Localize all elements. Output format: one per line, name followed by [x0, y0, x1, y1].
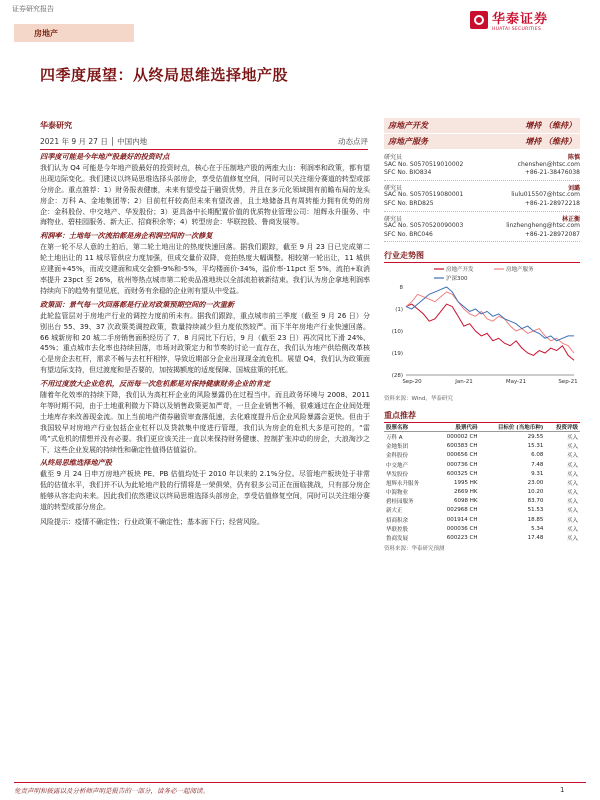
analyst-email[interactable]: liulu015507@htsc.com [511, 191, 580, 199]
section-heading: 四季度可能是今年地产股最好的投资时点 [40, 152, 170, 161]
risk-warning: 风险提示：疫情不确定性；行业政策不确定性；基本面下行；经营风险。 [40, 518, 264, 526]
section [40, 231, 370, 296]
stock-code: 000036 CH [446, 525, 478, 532]
stock-name: 招商积余 [386, 517, 409, 524]
stock-name: 华发股份 [386, 471, 409, 478]
logo-english-name: HUATAI SECURITIES [492, 27, 542, 32]
target-price: 7.48 [531, 461, 544, 468]
table-row [384, 451, 580, 460]
target-price: 5.34 [531, 525, 544, 532]
company-logo [470, 8, 548, 32]
stock-code: 001914 CH [446, 516, 478, 523]
section-heading: 利润率：土地每一次流拍都是房企利润空间的一次修复 [40, 231, 213, 241]
page-number: 1 [560, 786, 565, 794]
investment-rating: 买入 [566, 499, 578, 506]
analyst-name: 刘璐 [567, 184, 580, 192]
stock-name: 华联控股 [386, 526, 409, 533]
chart-source: 资料来源：Wind，华泰研究 [384, 396, 453, 403]
analyst-role: 研究员 [384, 215, 403, 223]
analyst-card [384, 183, 580, 212]
investment-rating: 买入 [566, 434, 578, 441]
stock-code: 6098 HK [454, 498, 478, 505]
stock-code: 000656 CH [446, 452, 478, 459]
section-heading: 不用过度放大企业危机，反而每一次危机都是对保持健康财务企业的肯定 [40, 379, 271, 389]
report-title: 四季度展望：从终局思维选择地产股 [40, 66, 289, 84]
series-line [406, 304, 574, 360]
rating-sector: 房地产服务 [388, 137, 428, 146]
section-text: 截至 9 月 24 日申万房地产板块 PE、PB 估值均处于 2010 年以来的 2.1%分位。尽管地产板块处于非常低的估值水平，我们并不认为此轮地产股的行情将是一荣俱荣，仍有很多公司正在面临挑战，只有部分房企能够从容走向未来。因此我们依然建议以终局思维选择头部房企，享受估值修复空间，同时可以关注细分赛道的转型或部分房企。 [40, 470, 370, 512]
stock-name: 碧桂园服务 [386, 499, 414, 506]
rating-sector: 房地产开发 [388, 121, 428, 130]
investment-rating: 买入 [566, 536, 578, 542]
analyst-card [384, 214, 580, 243]
target-price: 9.31 [531, 470, 544, 477]
target-price: 17.48 [527, 535, 544, 541]
stocks-heading: 重点推荐 [384, 410, 580, 423]
sidebar [384, 118, 580, 552]
stock-name: 鲁商发展 [386, 536, 409, 542]
rating-value: 增持 （维持） [525, 121, 576, 130]
analyst-phone: +86-21-28972218 [524, 199, 580, 207]
stock-name: 新大正 [386, 508, 403, 515]
analyst-sac: SAC No. S0570519080001 [384, 191, 464, 199]
target-price: 10.20 [527, 489, 544, 496]
investment-rating: 买入 [566, 490, 578, 497]
section-text: 此轮监管层对于房地产行业的调控力度前所未有。据我们跟踪，重点城市前三季度（截至 9 月 26 日）分别出台 55、39、37 次政策类调控政策，数量持续减少但力度依然较严。而下半年房地产行业快速回落。66 城新房和 20 城二手房销售面积经历了 7、8 月同比下行后，9 月（截至 23 日）再次同比下滑 24%、45%；重点城市去化率也持续回落，市场对政策定力和节奏的讨论一直存在，我们认为地产供给侧改革核心是房企去杠杆，需求不畅与去杠杆相悖，导致近期部分企业出现现金流危机。展望 Q4，我们认为政策面有望边际支持，但过渡度和是否要的，加按揭额度的适度保障、国城兹策的托底。 [40, 311, 370, 375]
investment-rating: 买入 [566, 471, 578, 478]
legend-label: 沪深300 [446, 276, 468, 283]
target-price: 51.53 [527, 507, 544, 514]
col-header: 股票代码 [455, 425, 478, 432]
analyst-name: 林正衡 [561, 215, 580, 223]
section [40, 152, 370, 228]
logo-mark-icon [470, 11, 488, 29]
analyst-role: 研究员 [384, 154, 403, 161]
recommended-stocks-table [384, 423, 580, 542]
research-org: 华泰研究 [40, 121, 72, 130]
investment-rating: 买入 [566, 508, 578, 515]
col-header: 投资评级 [555, 425, 578, 432]
y-tick-label: (19) [391, 351, 403, 358]
target-price: 18.85 [527, 516, 544, 523]
table-row [384, 506, 580, 515]
document-type: 证券研究报告 [12, 5, 54, 13]
footer-divider [14, 782, 586, 783]
investment-rating: 买入 [566, 526, 578, 533]
stock-name: 中海物业 [386, 490, 409, 497]
section-heading: 从终局思维选择地产股 [40, 458, 112, 468]
table-row [384, 487, 580, 496]
x-tick-label: Sep-21 [558, 379, 578, 386]
table-row [384, 432, 580, 442]
section-text: 在第一轮不尽人意的土拍后，第二轮土地出让的热度快速回落。据我们跟踪，截至 9 月 23 日已完成第二轮土地出让的 11 城尽管供应力度加强，但成交量价双降，竞拍热度大幅调整。相较第一轮出让，11 城供应建面+45%，而成交建面和成交金额-9%和-5%，平均楼面价-34%，溢价率-11pct 至 5%，流拍+取消率提升 23pct 至 26%，杭州等热点城市第二轮卖品准地块以全部流拍被新结束。我们认为房企拿地利润率持续向下的趋势有望见底，而财务有余稳的企业则有望从中受益。 [40, 243, 370, 295]
y-tick-label: (10) [391, 329, 403, 336]
col-header: 目标价 (当地币种) [497, 425, 544, 432]
section [40, 379, 370, 455]
analyst-role: 研究员 [384, 184, 403, 192]
report-body [40, 150, 370, 528]
table-row [384, 533, 580, 542]
section-heading: 政策面：景气每一次回落都是行业对政策预期空间的一次重新 [40, 299, 235, 309]
investment-rating: 买入 [566, 444, 578, 451]
x-tick-label: Sep-20 [402, 379, 422, 386]
stock-code: 002968 CH [446, 507, 478, 514]
section-text: 我们认为 Q4 可能是今年地产股最好的投资时点，核心在于压制地产股的两座大山：利润率和政策，都有望出现边际变化。我们建议以终局思维选择头部房企，享受估值修复空间，同时可以关注细分赛道的转型或部分房企。重点推荐：1）财务报表健康，未来有望受益于融资优势，并且在多元化领域拥有前瞻布局的龙头房企：万科 A、金地集团等；2）目前杠杆较高但未来有望改善，且土地储备具有周转能力拥有优势的房企：金科股份、中交地产、华发股份；3）更具备中长期配置价值的优质物业管理公司：旭辉永升服务、中海物业、碧桂园服务、新大正、招商积余等；4）转型房企：华联控股、鲁商发展等。 [40, 163, 370, 227]
target-price: 29.55 [527, 433, 544, 440]
y-tick-label: (28) [391, 373, 403, 380]
y-tick-label: 8 [399, 285, 403, 292]
section-text: 随着年化效率的持续下降，我们认为高杠杆企业的风险暴露仍在过程当中。而且政务环境与 2008、2011 年等时期不同，由于土地重利微力下降以及销售政策更加严苛，一旦企业销售不畅，很难通过在企业间处理土地库存来改善现金流。加上当前地产债券融资审查落低速，去化难度提升后企业风险暴露会更快。但由于我国较早对房地产行业包括企业杠杆以及贷款集中度进行管理，我们认为房企的危机大多是可控的，“雷鸣”式危机的情想并没有必要。我们更应该关注一直以来保持财务健康、控制扩张冲动的房企，大浪淘沙之下，这些企业发展的持续性和确定性值得估值溢价。 [40, 391, 370, 454]
stock-name: 金科股份 [386, 453, 409, 460]
table-row [384, 524, 580, 533]
chart-svg [384, 263, 580, 393]
category-tab [14, 24, 134, 42]
stock-code: 600325 CH [446, 470, 478, 477]
target-price: 15.31 [527, 443, 544, 450]
category-label: 房地产 [34, 29, 58, 38]
analyst-phone: +86-21-38476038 [524, 169, 580, 177]
stock-code: 2669 HK [454, 489, 478, 496]
stock-code: 600223 CH [446, 535, 478, 541]
analyst-email[interactable]: linzhengheng@htsc.com [506, 222, 580, 230]
investment-rating: 买入 [566, 517, 578, 524]
table-row [384, 460, 580, 469]
report-kind: 动态点评 [338, 137, 368, 146]
analyst-sfc: SFC No. BIO834 [384, 169, 432, 177]
x-tick-label: May-21 [505, 379, 527, 386]
investment-rating: 买入 [566, 453, 578, 460]
table-body [384, 432, 580, 543]
target-price: 83.70 [527, 498, 544, 505]
stock-name: 金地集团 [386, 444, 409, 451]
rating-row [384, 118, 580, 134]
rating-value: 增持 （维持） [525, 137, 576, 146]
logo-name: 华泰证券 [492, 12, 549, 27]
table-row [384, 469, 580, 478]
analyst-sfc: SFC No. BRD825 [384, 199, 434, 207]
analyst-name: 陈慎 [567, 154, 580, 161]
stock-code: 1995 HK [454, 479, 478, 486]
analyst-email[interactable]: chenshen@htsc.com [517, 160, 580, 168]
industry-trend-chart [384, 263, 580, 393]
analyst-sac: SAC No. S0570519010002 [384, 160, 464, 168]
stocks-source: 资料来源：华泰研究预测 [384, 545, 445, 552]
series-line [406, 287, 574, 341]
section [40, 300, 370, 376]
stock-code: 000002 CH [446, 433, 478, 440]
investment-rating: 买入 [566, 480, 578, 487]
y-tick-label: (1) [395, 307, 403, 314]
analyst-phone: +86-21-28972087 [524, 230, 580, 238]
rating-row [384, 134, 580, 150]
table-row [384, 442, 580, 451]
target-price: 23.00 [527, 479, 544, 486]
target-price: 6.08 [531, 452, 544, 459]
report-meta [40, 136, 368, 150]
table-row [384, 497, 580, 506]
stock-name: 旭辉永升服务 [386, 480, 420, 487]
analyst-sfc: SFC No. BRC046 [384, 230, 433, 238]
section [40, 458, 370, 513]
stock-code: 600383 CH [446, 443, 478, 450]
col-header: 股票名称 [386, 425, 409, 432]
stock-name: 万科 A [386, 434, 403, 441]
analyst-card [384, 152, 580, 181]
investment-rating: 买入 [566, 462, 578, 469]
table-row [384, 515, 580, 524]
legend-label: 房地产开发 [446, 267, 474, 274]
chart-heading: 行业走势图 [384, 250, 580, 263]
table-header-row [384, 423, 580, 432]
series-line [406, 292, 574, 353]
stock-code: 000736 CH [446, 461, 478, 468]
x-tick-label: Jan-21 [455, 379, 473, 386]
legend-label: 房地产服务 [506, 267, 534, 274]
stock-name: 中交地产 [386, 462, 409, 469]
table-row [384, 478, 580, 487]
report-date: 2021 年 9 月 27 日 │ 中国内地 [40, 137, 148, 146]
footer-disclaimer: 免责声明和披露以及分析师声明是报告的一部分，请务必一起阅读。 [14, 787, 209, 795]
analyst-sac: SAC No. S0570520090003 [384, 222, 464, 230]
